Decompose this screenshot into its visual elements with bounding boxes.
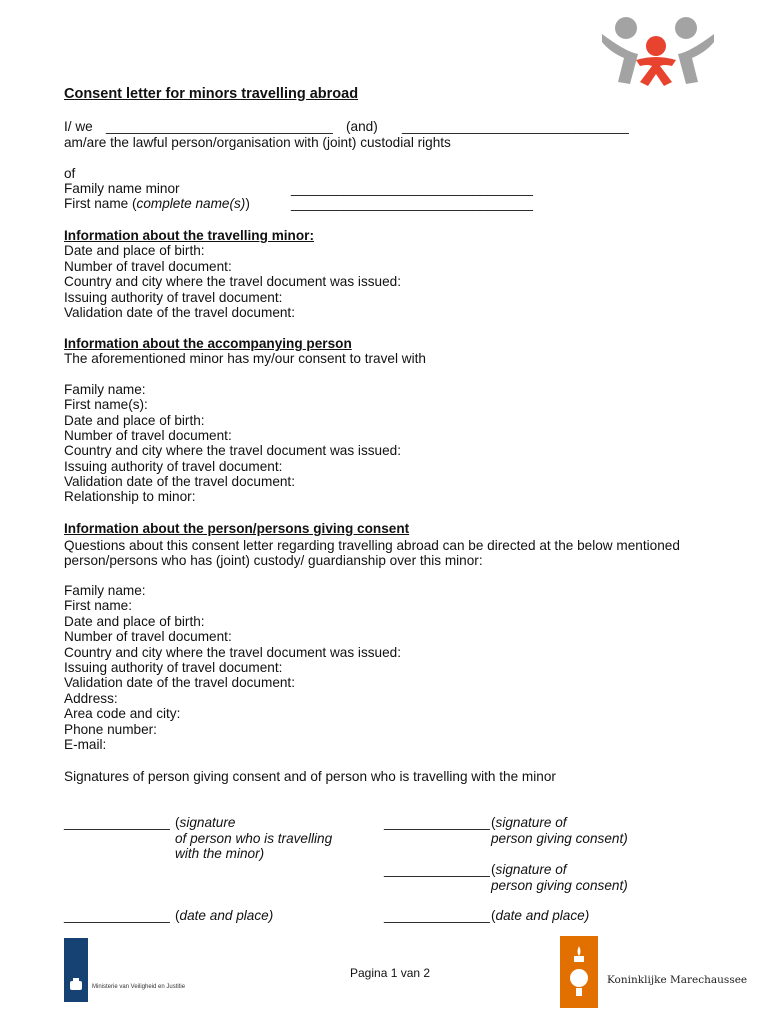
consent-field: Phone number:	[64, 721, 157, 737]
accompanying-field: Family name:	[64, 382, 146, 397]
consent-field: Address:	[64, 690, 118, 706]
date-line-right[interactable]: ______________	[384, 908, 490, 923]
accompanying-field: Validation date of the travel document:	[64, 473, 295, 489]
signature-label-traveller-line2: of person who is travelling	[175, 830, 333, 846]
signature-label-consent-1: (signature of	[491, 815, 567, 830]
consent-field: Country and city where the travel document was issued:	[64, 644, 401, 660]
minor-field: Number of travel document:	[64, 258, 232, 274]
consent-para-2: person/persons who has (joint) custody/ guardianship over this minor:	[64, 553, 483, 568]
signature-label-traveller-line3: with the minor)	[175, 846, 265, 861]
ministry-name: Ministerie van Veiligheid en Justitie	[92, 984, 186, 990]
marechaussee-logo	[560, 936, 748, 1008]
iwe-label: I/ we	[64, 119, 93, 134]
logo-body-left	[602, 34, 638, 84]
minor-field: Validation date of the travel document:	[64, 305, 295, 320]
guardian-line-1[interactable]: ______________________________	[106, 119, 333, 134]
signature-label-consent-2: (signature of	[491, 862, 567, 877]
logo-head-center	[646, 36, 666, 56]
consent-field: Issuing authority of travel document:	[64, 660, 283, 675]
and-label: (and)	[346, 119, 378, 134]
ministry-logo	[64, 938, 224, 1002]
logo-head-left	[615, 17, 637, 39]
page-number: Pagina 1 van 2	[350, 966, 431, 980]
page-title: Consent letter for minors travelling abroad	[64, 86, 359, 102]
consent-para-1: Questions about this consent letter regarding travelling abroad can be directed at the below mentioned	[64, 538, 680, 553]
minor-field: Date and place of birth:	[64, 243, 205, 258]
guardian-line-2[interactable]: ______________________________	[402, 119, 629, 134]
accompanying-field: Relationship to minor:	[64, 489, 196, 505]
accompanying-field: Issuing authority of travel document:	[64, 458, 283, 474]
family-name-minor-line[interactable]: ________________________________	[291, 181, 533, 196]
children-logo-icon	[598, 14, 718, 90]
signature-line-consent-2[interactable]: ______________	[384, 862, 490, 877]
consent-field: Date and place of birth:	[64, 613, 205, 629]
logo-body-right	[678, 34, 714, 84]
minor-field: Issuing authority of travel document:	[64, 289, 283, 305]
minor-section-heading: Information about the travelling minor:	[64, 228, 314, 243]
date-line-left[interactable]: ______________	[64, 908, 170, 923]
consent-field: Number of travel document:	[64, 629, 232, 645]
ministry-bar	[64, 938, 88, 1002]
accompanying-field: Country and city where the travel document was issued:	[64, 443, 401, 459]
consent-field: Validation date of the travel document:	[64, 675, 295, 691]
grenade-emblem-icon	[569, 944, 589, 1000]
crest-icon	[68, 978, 84, 992]
logo-head-right	[675, 17, 697, 39]
signature-line-traveller[interactable]: ______________	[64, 815, 170, 830]
minor-field: Country and city where the travel document was issued:	[64, 274, 401, 289]
rights-text: am/are the lawful person/organisation with (joint) custodial rights	[64, 135, 451, 150]
consent-field: Family name:	[64, 583, 146, 598]
signature-label-consent-1-line2: person giving consent)	[491, 830, 628, 846]
accompanying-field: First name(s):	[64, 397, 148, 413]
consent-field: E-mail:	[64, 737, 107, 752]
accompanying-field: Date and place of birth:	[64, 412, 205, 428]
signature-label-traveller: (signature	[175, 815, 236, 830]
marechaussee-name: Koninklijke Marechaussee	[607, 974, 748, 986]
date-label-right: (date and place)	[491, 908, 590, 923]
consent-field: First name:	[64, 598, 132, 614]
accompanying-section-heading: Information about the accompanying person	[64, 336, 352, 351]
consent-field: Area code and city:	[64, 706, 181, 722]
logo-body-center	[636, 57, 676, 86]
first-name-minor-line[interactable]: ________________________________	[291, 196, 533, 211]
signature-label-consent-2-line2: person giving consent)	[491, 877, 628, 893]
first-name-minor-label: First name (complete name(s))	[64, 196, 250, 211]
signatures-intro: Signatures of person giving consent and of person who is travelling with the minor	[64, 769, 556, 784]
accompanying-consent-text: The aforementioned minor has my/our consent to travel with	[64, 351, 426, 366]
accompanying-field: Number of travel document:	[64, 427, 232, 443]
signature-line-consent-1[interactable]: ______________	[384, 815, 490, 830]
date-label-left: (date and place)	[175, 908, 274, 923]
family-name-minor-label: Family name minor	[64, 181, 180, 196]
of-label: of	[64, 166, 76, 181]
consent-section-heading: Information about the person/persons giving consent	[64, 521, 410, 536]
